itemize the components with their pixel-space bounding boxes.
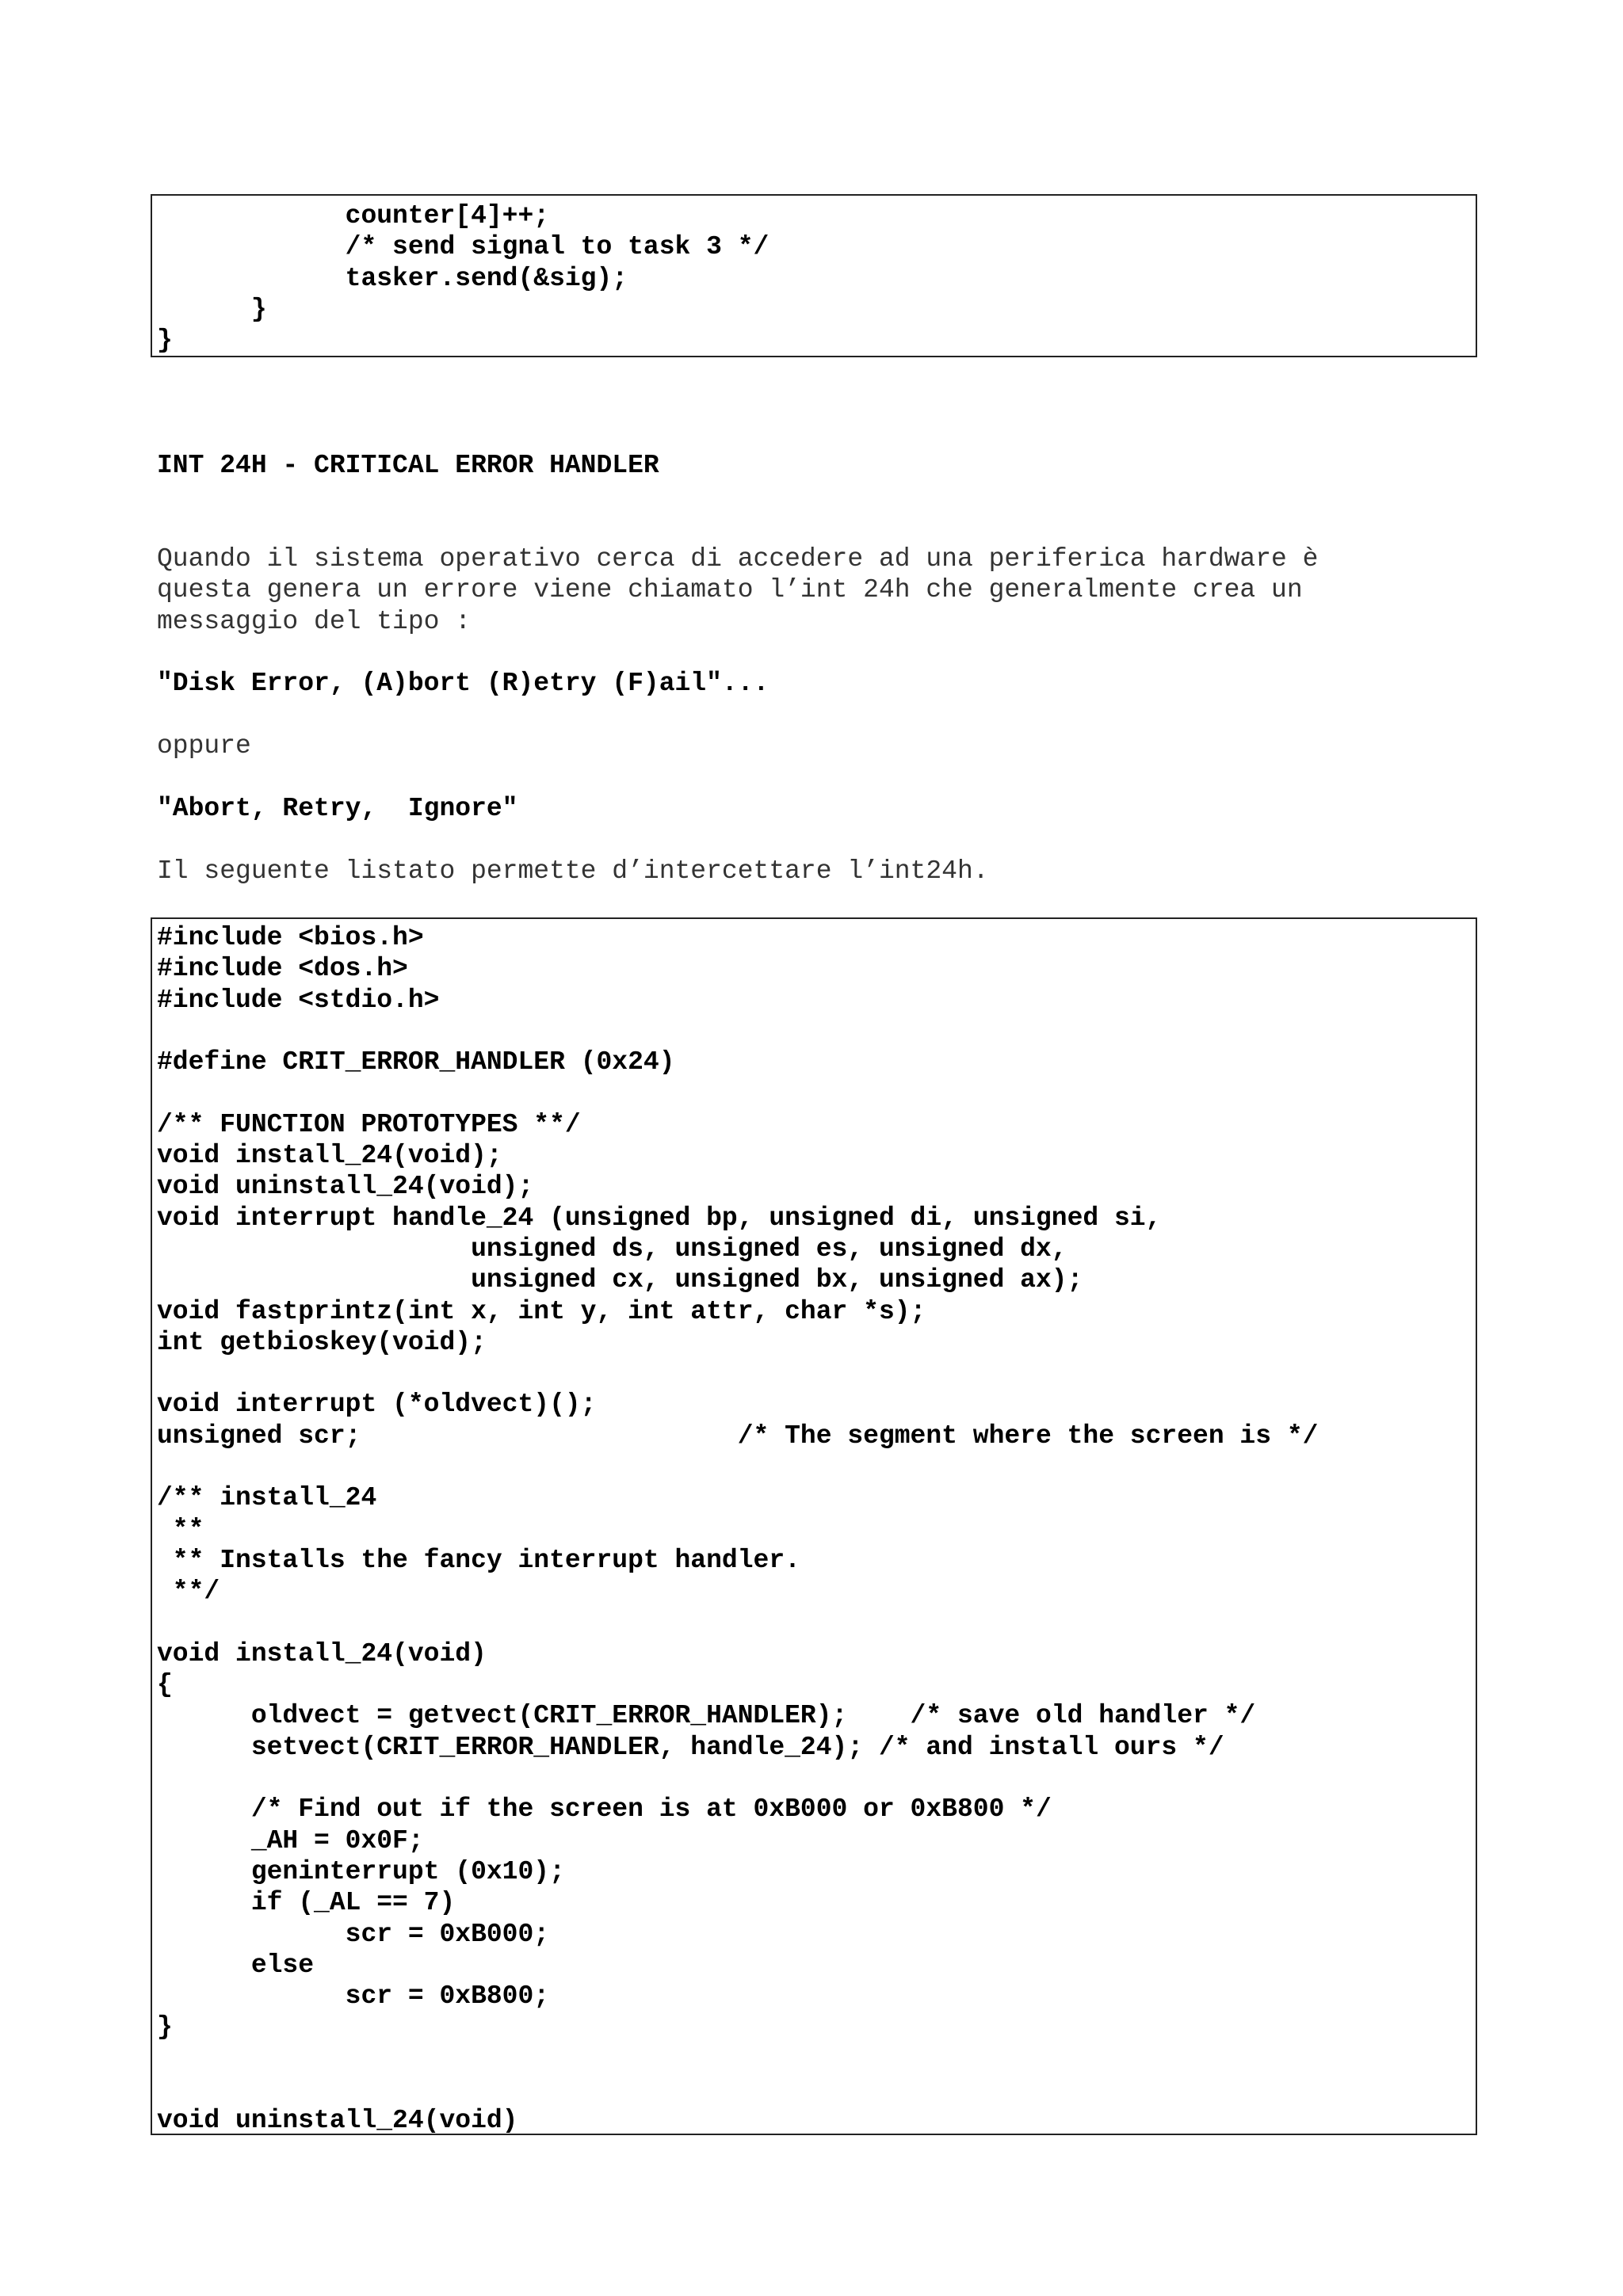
error-message-example-1: "Disk Error, (A)bort (R)etry (F)ail"... xyxy=(157,669,769,698)
code-box-continued xyxy=(151,194,1477,357)
intro-paragraph: Quando il sistema operativo cerca di accedere ad una periferica hardware è questa genera un errore viene chiamato l’int 24h che generalmente crea un messaggio del tipo : xyxy=(157,544,1319,636)
or-text: oppure xyxy=(157,731,251,761)
code-box-listing xyxy=(151,917,1477,2135)
listing-intro: Il seguente listato permette d’intercettare l’int24h. xyxy=(157,856,989,886)
code-listing: #include <bios.h> #include <dos.h> #include <stdio.h> #define CRIT_ERROR_HANDLER (0x24) /** FUNCTION PROTOTYPES **/ void install_24(void); void uninstall_24(void); void interrupt handle_24 (unsigned bp, unsigned di, unsigned si, unsigned ds, unsigned es, unsigned dx, unsigned cx, unsigned bx, unsigned ax); void fastprintz(int x, int y, int attr, char *s); int getbioskey(void); void interrupt (*oldvect)(); unsigned scr; /* The segment where the screen is */ /** install_24 ** ** Installs the fancy interrupt handler. **/ void install_24(void) { oldvect = getvect(CRIT_ERROR_HANDLER); /* save old handler */ setvect(CRIT_ERROR_HANDLER, handle_24); /* and install ours */ /* Find out if the screen is at 0xB000 or 0xB800 */ _AH = 0x0F; geninterrupt (0x10); if (_AL == 7) scr = 0xB000; else scr = 0xB800; } void uninstall_24(void) xyxy=(157,923,1319,2136)
error-message-example-2: "Abort, Retry, Ignore" xyxy=(157,794,518,823)
code-snippet-continued: counter[4]++; /* send signal to task 3 */ tasker.send(&sig); } } xyxy=(157,201,769,356)
section-heading: INT 24H - CRITICAL ERROR HANDLER xyxy=(157,451,659,480)
